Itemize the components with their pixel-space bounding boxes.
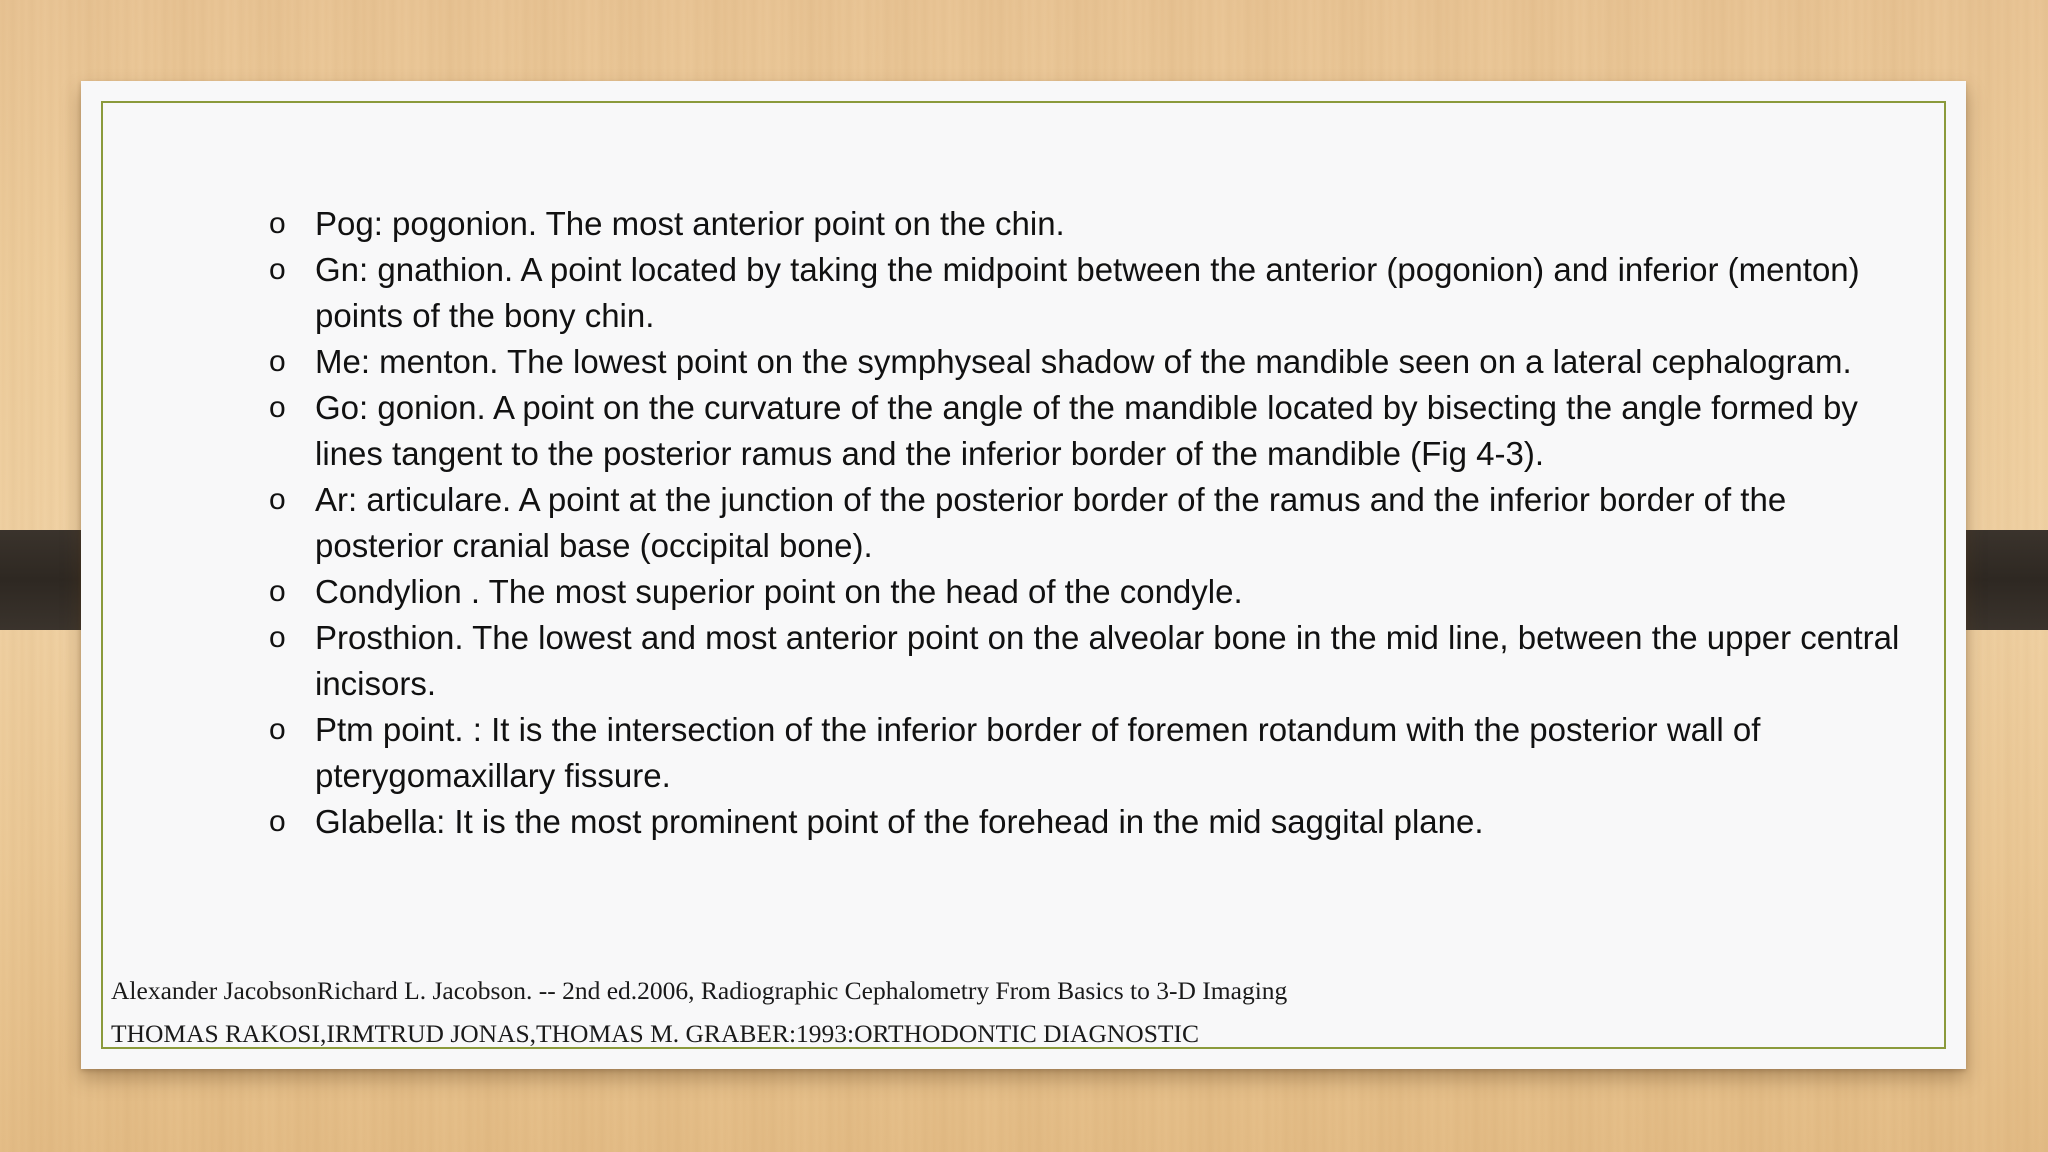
list-item [241,385,1901,477]
list-item [241,799,1901,845]
references [111,969,1287,1055]
bullet-marker-icon: o [269,391,286,424]
bullet-text: Ptm point. : It is the intersection of the inferior border of foremen rotandum with the posterior wall of pterygomaxillary fissure. [315,711,1761,794]
bullet-text: Me: menton. The lowest point on the symphyseal shadow of the mandible seen on a lateral cephalogram. [315,343,1852,380]
list-item [241,615,1901,707]
bullet-text: Glabella: It is the most prominent point of the forehead in the mid saggital plane. [315,803,1484,840]
bullet-text: Condylion . The most superior point on the head of the condyle. [315,573,1243,610]
bullet-marker-icon: o [269,483,286,516]
bullet-text: Go: gonion. A point on the curvature of the angle of the mandible located by bisecting the angle formed by lines tangent to the posterior ramus and the inferior border of the mandible (Fig 4-3). [315,389,1858,472]
bullet-marker-icon: o [269,805,286,838]
list-item [241,477,1901,569]
bullet-text: Ar: articulare. A point at the junction of the posterior border of the ramus and the inferior border of the posterior cranial base (occipital bone). [315,481,1787,564]
bullet-text: Prosthion. The lowest and most anterior point on the alveolar bone in the mid line, between the upper central incisors. [315,619,1900,702]
list-item [241,569,1901,615]
bullet-marker-icon: o [269,575,286,608]
list-item [241,247,1901,339]
bullet-marker-icon: o [269,621,286,654]
slide-card [81,81,1966,1069]
list-item [241,707,1901,799]
list-item [241,339,1901,385]
reference-jacobson: Alexander JacobsonRichard L. Jacobson. -- 2nd ed.2006, Radiographic Cephalometry From Basics to 3-D Imaging [111,976,1288,1005]
landmark-bullet-list [241,201,1901,845]
list-item [241,201,1901,247]
bullet-marker-icon: o [269,713,286,746]
bullet-text: Gn: gnathion. A point located by taking the midpoint between the anterior (pogonion) and inferior (menton) points of the bony chin. [315,251,1860,334]
bullet-marker-icon: o [269,253,286,286]
bullet-text: Pog: pogonion. The most anterior point on the chin. [315,205,1065,242]
reference-rakosi: THOMAS RAKOSI,IRMTRUD JONAS,THOMAS M. GRABER:1993:ORTHODONTIC DIAGNOSTIC [111,1019,1199,1048]
bullet-marker-icon: o [269,207,286,240]
bullet-marker-icon: o [269,345,286,378]
